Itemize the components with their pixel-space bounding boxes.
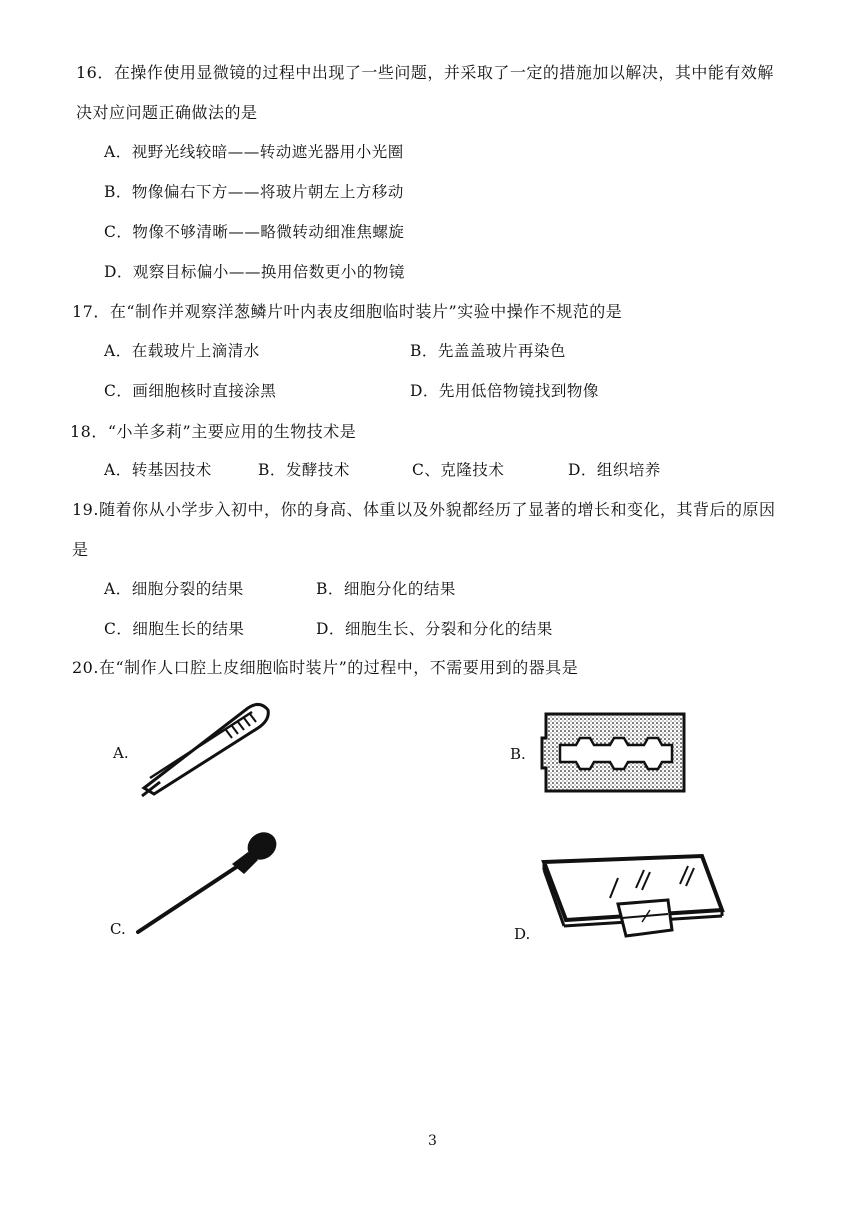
q16-stem-line2: 决对应问题正确做法的是: [76, 103, 258, 122]
q16-option-c: C．物像不够清晰——略微转动细准焦螺旋: [104, 223, 405, 241]
q20-figure-b-label: B.: [510, 745, 526, 763]
q19-stem-line1: 19.随着你从小学步入初中，你的身高、体重以及外貌都经历了显著的增长和变化，其背后的原因: [72, 500, 776, 519]
page-number: 3: [428, 1133, 437, 1149]
q20-stem: 20.在“制作人口腔上皮细胞临时装片”的过程中，不需要用到的器具是: [72, 658, 579, 677]
q17-option-b: B．先盖盖玻片再染色: [410, 342, 566, 360]
razor-blade-icon: [540, 710, 690, 795]
q16-option-b: B．物像偏右下方——将玻片朝左上方移动: [104, 183, 404, 201]
q17-option-a: A．在载玻片上滴清水: [104, 342, 260, 360]
q18-stem: 18．“小羊多莉”主要应用的生物技术是: [70, 422, 357, 441]
q17-option-c: C．画细胞核时直接涂黑: [104, 382, 277, 400]
q19-option-b: B．细胞分化的结果: [316, 580, 456, 598]
q19-option-d: D．细胞生长、分裂和分化的结果: [316, 620, 553, 638]
glass-slide-icon: [540, 852, 726, 944]
q19-option-c: C．细胞生长的结果: [104, 620, 245, 638]
q18-option-b: B．发酵技术: [258, 461, 350, 479]
q20-figure-c-label: C.: [110, 920, 126, 938]
q18-option-d: D．组织培养: [568, 461, 661, 479]
q19-stem-line2: 是: [72, 540, 89, 559]
q20-figure-d-label: D.: [514, 925, 531, 943]
tweezers-icon: [140, 700, 272, 800]
q18-option-c: C、克隆技术: [412, 461, 505, 479]
q16-stem-line1: 16．在操作使用显微镜的过程中出现了一些问题，并采取了一定的措施加以解决，其中能有效解: [76, 63, 774, 82]
q20-figure-a-label: A.: [113, 744, 129, 762]
dropper-icon: [134, 826, 282, 936]
q17-option-d: D．先用低倍物镜找到物像: [410, 382, 599, 400]
q16-option-d: D．观察目标偏小——换用倍数更小的物镜: [104, 263, 405, 281]
q16-option-a: A．视野光线较暗——转动遮光器用小光圈: [104, 143, 404, 161]
q17-stem: 17．在“制作并观察洋葱鳞片叶内表皮细胞临时装片”实验中操作不规范的是: [72, 302, 623, 321]
q18-option-a: A．转基因技术: [104, 461, 212, 479]
q19-option-a: A．细胞分裂的结果: [104, 580, 244, 598]
